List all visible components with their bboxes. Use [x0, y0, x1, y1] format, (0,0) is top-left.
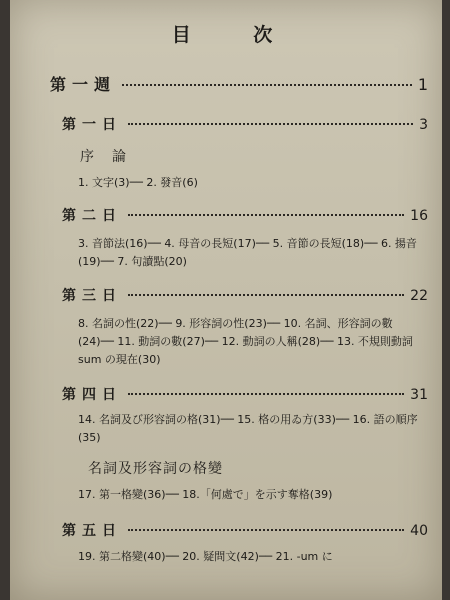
day-3-entry: [62, 285, 428, 305]
leader-dots: [128, 393, 404, 395]
leader-dots: [128, 123, 413, 125]
leader-dots: [128, 214, 404, 216]
day-2-items: 3. 音節法(16)── 4. 母音の長短(17)── 5. 音節の長短(18)── 6. 揚音(19)── 7. 句讀點(20): [78, 237, 417, 268]
leader-dots: [122, 84, 412, 86]
day-3-items: 8. 名詞の性(22)── 9. 形容詞の性(23)── 10. 名詞、形容詞の數(24)── 11. 動詞の數(27)── 12. 動詞の人稱(28)── 13. 不規則動詞 sum の現在(30): [78, 317, 413, 366]
week-label: 第一週: [50, 75, 117, 94]
day-label: 第四日: [62, 387, 122, 403]
day-4-items: 14. 名詞及び形容詞の格(31)── 15. 格の用ゐ方(33)── 16. 語の順序(35): [78, 413, 418, 444]
week-1-entry: [50, 72, 428, 95]
day-4-items-b: 17. 第一格變(36)── 18.「何處で」を示す奪格(39): [78, 488, 333, 501]
page-number: 40: [410, 523, 428, 539]
day-label: 第三日: [62, 288, 122, 304]
toc-page: [10, 0, 442, 600]
day-1-items: 1. 文字(3)── 2. 發音(6): [78, 176, 198, 189]
page-number: 22: [410, 288, 428, 304]
day-4-entry: [62, 384, 428, 404]
section-heading-noun-adj: 名詞及形容詞の格變: [88, 461, 223, 477]
day-label: 第二日: [62, 208, 122, 224]
day-label: 第一日: [62, 117, 122, 133]
page-number: 16: [410, 208, 428, 224]
page-number: 3: [419, 117, 428, 133]
day-5-items: 19. 第二格變(40)── 20. 疑問文(42)── 21. -um に: [78, 550, 333, 563]
leader-dots: [128, 294, 404, 296]
section-heading-intro: 序論: [80, 149, 144, 165]
page-title: 目 次: [171, 24, 301, 46]
day-2-entry: [62, 205, 428, 225]
page-number: 31: [410, 387, 428, 403]
day-5-entry: [62, 520, 428, 540]
day-1-entry: [62, 114, 428, 134]
day-label: 第五日: [62, 523, 122, 539]
page-number: 1: [417, 75, 428, 94]
leader-dots: [128, 529, 404, 531]
